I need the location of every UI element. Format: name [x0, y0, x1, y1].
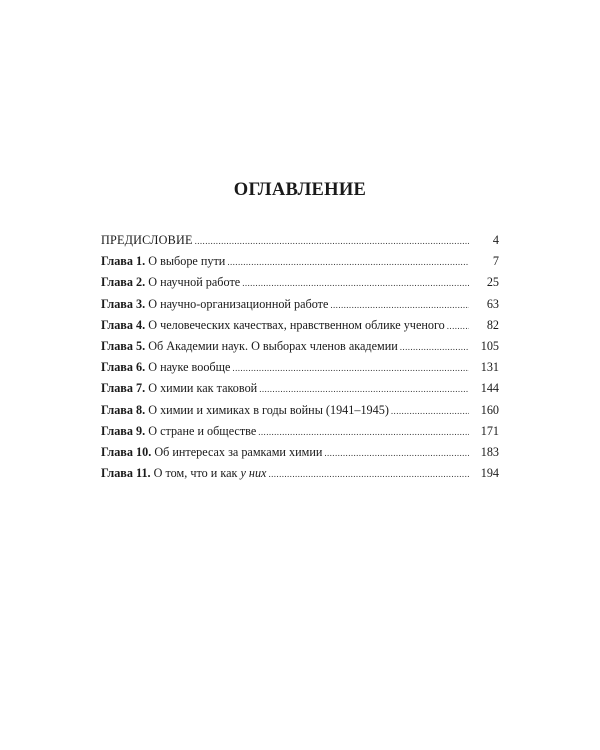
- toc-list: [101, 230, 499, 484]
- toc-chapter-label: Глава 9.: [101, 423, 146, 438]
- toc-chapter-label: Глава 5.: [101, 338, 146, 353]
- toc-entry-title: О химии как таковой: [148, 381, 258, 396]
- toc-page-number: 131: [480, 360, 499, 375]
- toc-page-number: 25: [486, 275, 499, 290]
- toc-leader-dots: [258, 422, 469, 443]
- toc-leader-dots: [330, 295, 469, 316]
- toc-chapter-label: Глава 7.: [101, 381, 146, 396]
- toc-chapter-label: Глава 11.: [101, 466, 151, 481]
- toc-entry-title: О науке вообще: [148, 360, 231, 375]
- toc-entry-title-italic: у них: [240, 466, 267, 481]
- toc-page-number: 171: [480, 423, 499, 438]
- toc-chapter-label: Глава 6.: [101, 360, 146, 375]
- toc-entry-chapter-3: [101, 294, 499, 315]
- toc-entry-chapter-5: [101, 336, 499, 357]
- toc-entry-title: ПРЕДИСЛОВИЕ: [101, 233, 193, 247]
- toc-entry-preface: [101, 230, 499, 251]
- toc-leader-dots: [391, 401, 469, 422]
- toc-page-number: 194: [480, 466, 499, 481]
- toc-entry-chapter-4: [101, 315, 499, 336]
- toc-entry-chapter-2: [101, 272, 499, 293]
- toc-page-number: 63: [486, 296, 499, 311]
- toc-leader-dots: [232, 358, 469, 379]
- toc-leader-dots: [227, 252, 469, 273]
- toc-entry-title: О научно-организационной работе: [148, 296, 329, 311]
- toc-entry-chapter-9: [101, 421, 499, 442]
- toc-entry-title: О человеческих качествах, нравственном облике ученого: [148, 317, 445, 332]
- toc-chapter-label: Глава 8.: [101, 402, 146, 417]
- toc-entry-chapter-11: [101, 463, 499, 484]
- toc-entry-chapter-6: [101, 357, 499, 378]
- toc-chapter-label: Глава 3.: [101, 296, 146, 311]
- toc-chapter-label: Глава 1.: [101, 254, 146, 269]
- toc-entry-chapter-1: [101, 251, 499, 272]
- toc-entry-title: О химии и химиках в годы войны (1941–1945): [148, 402, 389, 417]
- toc-entry-chapter-8: [101, 400, 499, 421]
- toc-leader-dots: [242, 273, 469, 294]
- toc-leader-dots: [259, 379, 469, 400]
- toc-entry-title: О научной работе: [148, 275, 241, 290]
- toc-heading: ОГЛАВЛЕНИЕ: [233, 180, 367, 200]
- toc-chapter-label: Глава 10.: [101, 444, 152, 459]
- toc-leader-dots: [400, 337, 469, 358]
- toc-entry-title: О выборе пути: [148, 254, 226, 269]
- toc-entry-title: О стране и обществе: [148, 423, 257, 438]
- toc-page-number: 7: [492, 254, 499, 269]
- toc-entry-title: Об Академии наук. О выборах членов академии: [148, 338, 398, 353]
- toc-page-number: 105: [480, 338, 499, 353]
- toc-entry-chapter-10: [101, 442, 499, 463]
- toc-entry-title: О том, что и как: [153, 466, 238, 481]
- toc-chapter-label: Глава 2.: [101, 275, 146, 290]
- toc-page-number: 183: [480, 444, 499, 459]
- toc-page-number: 4: [492, 233, 499, 247]
- toc-entry-title: Об интересах за рамками химии: [154, 444, 323, 459]
- toc-page-number: 82: [486, 317, 499, 332]
- toc-leader-dots: [447, 316, 469, 337]
- toc-leader-dots: [268, 464, 469, 485]
- toc-entry-chapter-7: [101, 378, 499, 399]
- toc-page-number: 144: [480, 381, 499, 396]
- toc-leader-dots: [324, 443, 469, 464]
- toc-page-number: 160: [480, 402, 499, 417]
- toc-chapter-label: Глава 4.: [101, 317, 146, 332]
- toc-leader-dots: [195, 231, 469, 252]
